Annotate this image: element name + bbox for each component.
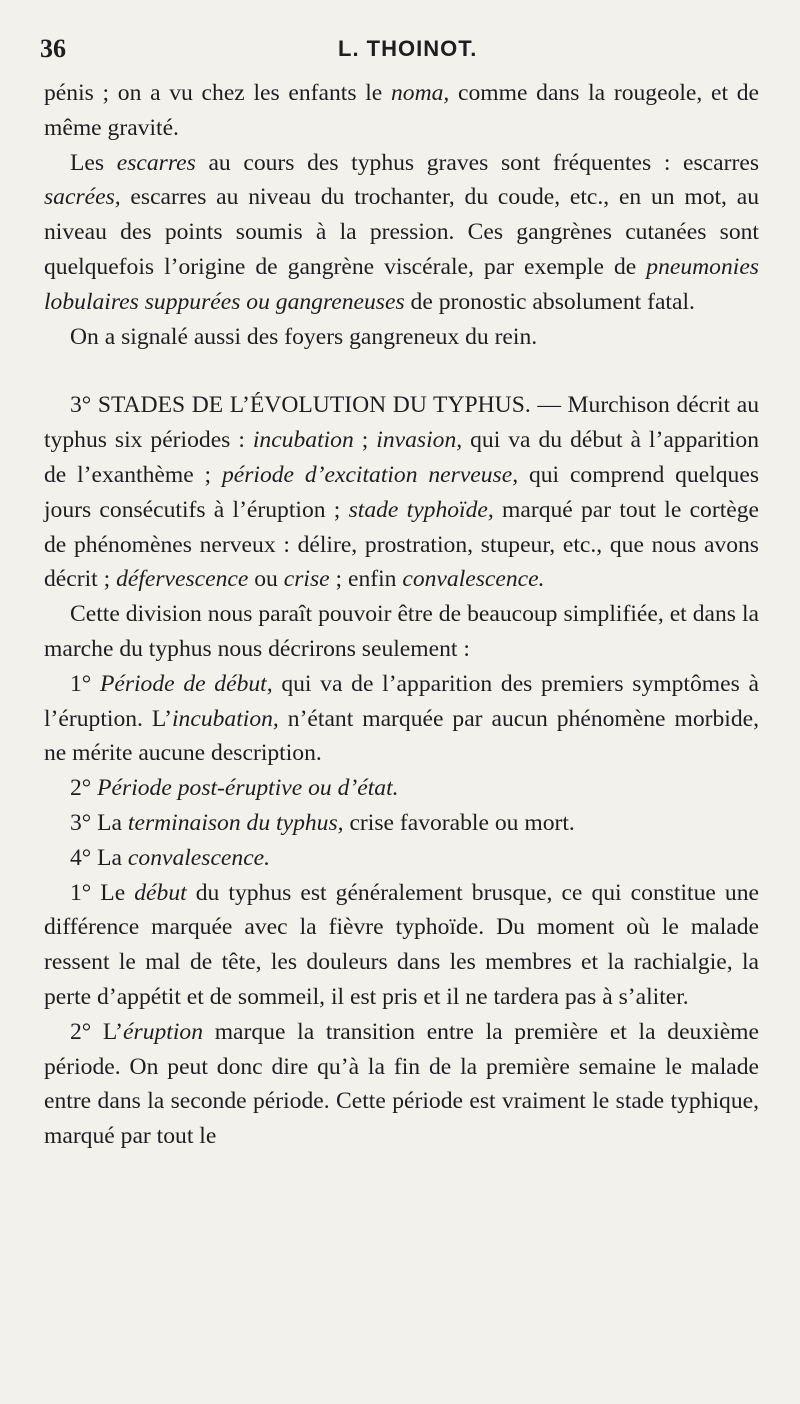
paragraph — [44, 876, 759, 1015]
paragraph — [44, 388, 759, 597]
text-run: de pronostic absolument fatal. — [404, 288, 695, 315]
text-run: 2° L’ — [70, 1018, 124, 1045]
text-run: ou — [248, 566, 284, 593]
italic-text: convalescence. — [402, 566, 545, 593]
text-run: 2° — [70, 775, 98, 802]
page-body — [44, 76, 759, 1154]
italic-text: invasion, — [376, 427, 463, 454]
paragraph — [44, 320, 759, 355]
text-run: n’étant marquée par aucun phénomène morbide, ne mérite aucune description. — [44, 705, 759, 767]
italic-text: noma, — [390, 80, 450, 106]
text-run: au cours des typhus graves sont fréquentes : escarres — [195, 149, 759, 176]
italic-text: pneumonies lobulaires suppurées ou gangreneuses — [44, 253, 759, 315]
text-run: On a signalé aussi des foyers gangreneux du rein. — [70, 323, 538, 350]
italic-text: sacrées, — [44, 184, 121, 211]
italic-text: début — [134, 879, 187, 906]
text-run: ; — [353, 427, 377, 454]
paragraph — [44, 806, 759, 841]
italic-text: incubation — [252, 427, 354, 454]
text-run: marqué par tout le cortège de phénomènes nerveux : délire, prostration, stupeur, etc., que nous avons décrit ; — [44, 496, 759, 593]
text-run: ; enfin — [329, 566, 403, 593]
text-run: pénis ; on a vu chez les enfants le — [44, 80, 391, 106]
text-run: qui comprend quelques jours consécutifs à l’éruption ; — [44, 461, 759, 523]
paragraph — [44, 146, 759, 320]
text-run: Cette division nous paraît pouvoir être de beaucoup simplifiée, et dans la marche du typhus nous décrirons seulement : — [44, 601, 759, 662]
italic-text: incubation, — [172, 705, 279, 732]
paragraph — [44, 76, 759, 146]
paragraph — [44, 841, 759, 876]
italic-text: stade typhoïde, — [348, 496, 494, 523]
italic-text: Période post-éruptive ou d’état. — [97, 775, 399, 802]
text-run: 4° La — [70, 844, 128, 871]
text-run: Les — [70, 149, 117, 176]
text-run: crise favorable ou mort. — [343, 809, 575, 836]
paragraph — [44, 597, 759, 667]
text-run: marque la transition entre la première et la deuxième période. On peut donc dire qu’à la fin de la première semaine le malade entre dans la seconde période. Cette période est vraiment le stade typhique, marqué par tout le — [44, 1018, 760, 1150]
text-run: 1° Le — [70, 879, 135, 906]
text-run: comme dans la rougeole, et de même gravité. — [44, 80, 759, 141]
italic-text: défervescence — [116, 566, 249, 593]
italic-text: escarres — [116, 149, 196, 176]
paragraph — [44, 771, 759, 806]
italic-text: période d’excitation nerveuse, — [221, 461, 519, 488]
italic-text: terminaison du typhus, — [127, 809, 344, 836]
paragraph — [44, 1015, 759, 1154]
italic-text: éruption — [123, 1018, 203, 1045]
italic-text: Période de début, — [99, 670, 273, 697]
italic-text: convalescence. — [127, 844, 271, 871]
page-number: 36 — [40, 34, 66, 63]
text-run: 1° — [70, 670, 100, 697]
text-run: 3° STADES DE L’ÉVOLUTION DU TYPHUS. — Murchison décrit au typhus six périodes : — [44, 392, 759, 454]
page-header — [40, 26, 760, 66]
italic-text: crise — [283, 566, 330, 593]
text-run: du typhus est généralement brusque, ce qui constitue une différence marquée avec la fièvre typhoïde. Du moment où le malade ressent le mal de tête, les douleurs dans les membres et la rachialgie, la perte d’appétit et de sommeil, il est pris et il ne tardera pas à s’aliter. — [44, 879, 759, 1010]
paragraph — [44, 667, 759, 771]
text-run: qui va de l’apparition des premiers symptômes à l’éruption. L’ — [44, 670, 759, 732]
running-head: L. THOINOT. — [338, 36, 478, 61]
text-run: escarres au niveau du trochanter, du coude, etc., en un mot, au niveau des points soumis à la pression. Ces gangrènes cutanées sont quelquefois l’origine de gangrène viscérale, par exemple de — [44, 184, 759, 280]
text-run: qui va du début à l’apparition de l’exanthème ; — [44, 427, 759, 488]
text-run: 3° La — [70, 809, 128, 836]
